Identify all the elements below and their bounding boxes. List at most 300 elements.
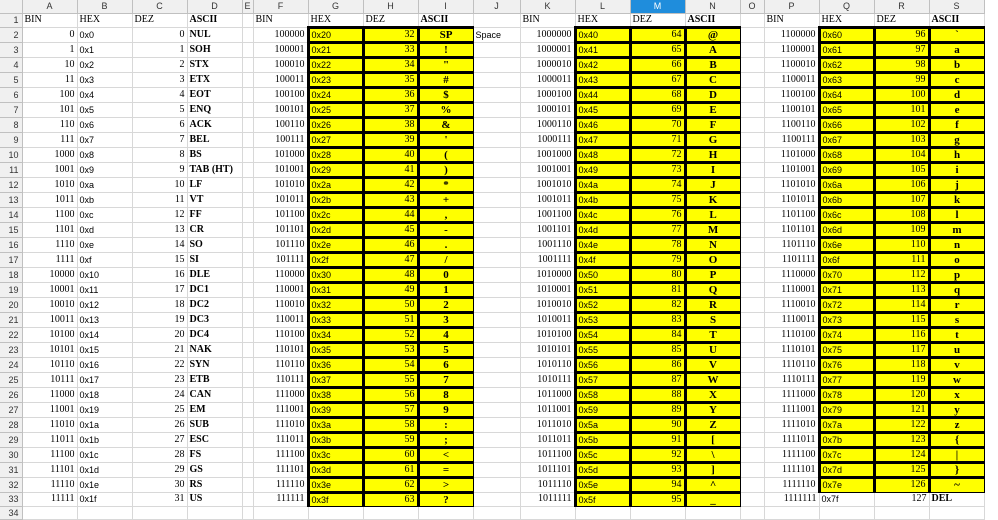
cell-ascii[interactable]: ETB bbox=[187, 372, 242, 387]
cell-ascii[interactable]: r bbox=[929, 297, 984, 312]
cell-bin[interactable]: 101011 bbox=[253, 192, 308, 207]
cell-hex[interactable]: 0x7b bbox=[819, 432, 874, 447]
cell-dez[interactable]: 118 bbox=[874, 357, 929, 372]
cell-ascii[interactable]: 5 bbox=[418, 342, 473, 357]
empty-cell[interactable] bbox=[740, 57, 764, 72]
cell-hex[interactable]: 0x3b bbox=[308, 432, 363, 447]
cell-hex[interactable]: 0x37 bbox=[308, 372, 363, 387]
cell-dez[interactable]: 32 bbox=[363, 27, 418, 42]
cell-hex[interactable]: 0x47 bbox=[575, 132, 630, 147]
cell-bin[interactable]: 1111011 bbox=[764, 432, 819, 447]
row-number[interactable]: 15 bbox=[0, 222, 22, 237]
cell-hex[interactable]: 0x31 bbox=[308, 282, 363, 297]
cell-bin[interactable]: 101001 bbox=[253, 162, 308, 177]
cell-hex[interactable]: 0x13 bbox=[77, 312, 132, 327]
cell-dez[interactable]: 55 bbox=[363, 372, 418, 387]
empty-cell[interactable] bbox=[242, 297, 253, 312]
cell-ascii[interactable]: o bbox=[929, 252, 984, 267]
cell-ascii[interactable]: 7 bbox=[418, 372, 473, 387]
cell-dez[interactable]: 56 bbox=[363, 387, 418, 402]
cell-dez[interactable]: 107 bbox=[874, 192, 929, 207]
cell-bin[interactable]: 1110100 bbox=[764, 327, 819, 342]
cell-bin[interactable]: 1000011 bbox=[520, 72, 575, 87]
cell-bin[interactable]: 1001 bbox=[22, 162, 77, 177]
cell-hex[interactable]: 0x75 bbox=[819, 342, 874, 357]
cell-hex[interactable]: 0x12 bbox=[77, 297, 132, 312]
cell-dez[interactable]: 83 bbox=[630, 312, 685, 327]
cell-bin[interactable]: 1000111 bbox=[520, 132, 575, 147]
cell-dez[interactable]: 8 bbox=[132, 147, 187, 162]
cell-dez[interactable]: 19 bbox=[132, 312, 187, 327]
cell-ascii[interactable]: w bbox=[929, 372, 984, 387]
empty-cell[interactable] bbox=[242, 147, 253, 162]
cell-bin[interactable]: 1001010 bbox=[520, 177, 575, 192]
cell-ascii[interactable]: & bbox=[418, 117, 473, 132]
empty-cell[interactable] bbox=[242, 237, 253, 252]
cell-ascii[interactable]: ) bbox=[418, 162, 473, 177]
cell-hex[interactable]: 0x4e bbox=[575, 237, 630, 252]
cell-hex[interactable]: 0x5c bbox=[575, 447, 630, 462]
cell-dez[interactable]: 13 bbox=[132, 222, 187, 237]
cell-ascii[interactable]: 0 bbox=[418, 267, 473, 282]
cell-hex[interactable]: 0x60 bbox=[819, 27, 874, 42]
cell-dez[interactable]: 27 bbox=[132, 432, 187, 447]
cell-dez[interactable]: 124 bbox=[874, 447, 929, 462]
cell-ascii[interactable]: I bbox=[685, 162, 740, 177]
cell-dez[interactable]: 115 bbox=[874, 312, 929, 327]
column-header-n[interactable]: N bbox=[685, 0, 740, 13]
cell-ascii[interactable]: NUL bbox=[187, 27, 242, 42]
empty-cell[interactable] bbox=[740, 492, 764, 506]
empty-cell[interactable] bbox=[473, 87, 520, 102]
empty-cell[interactable] bbox=[473, 462, 520, 477]
cell-ascii[interactable]: u bbox=[929, 342, 984, 357]
cell-dez[interactable]: 10 bbox=[132, 177, 187, 192]
cell-ascii[interactable]: U bbox=[685, 342, 740, 357]
cell-ascii[interactable]: X bbox=[685, 387, 740, 402]
cell-ascii[interactable]: W bbox=[685, 372, 740, 387]
cell-dez[interactable]: 109 bbox=[874, 222, 929, 237]
cell-dez[interactable]: 75 bbox=[630, 192, 685, 207]
cell-ascii[interactable]: 2 bbox=[418, 297, 473, 312]
row-number[interactable]: 8 bbox=[0, 117, 22, 132]
cell-dez[interactable]: 18 bbox=[132, 297, 187, 312]
empty-cell[interactable] bbox=[242, 312, 253, 327]
cell-dez[interactable]: 80 bbox=[630, 267, 685, 282]
cell-hex[interactable]: 0x3d bbox=[308, 462, 363, 477]
cell-ascii[interactable]: 6 bbox=[418, 357, 473, 372]
column-header-r[interactable]: R bbox=[874, 0, 929, 13]
cell-bin[interactable]: 101000 bbox=[253, 147, 308, 162]
cell-ascii[interactable]: B bbox=[685, 57, 740, 72]
cell-ascii[interactable]: $ bbox=[418, 87, 473, 102]
row-number[interactable]: 4 bbox=[0, 57, 22, 72]
cell-ascii[interactable]: FS bbox=[187, 447, 242, 462]
cell-bin[interactable]: 1100001 bbox=[764, 42, 819, 57]
cell-hex[interactable]: 0xc bbox=[77, 207, 132, 222]
empty-cell[interactable] bbox=[473, 102, 520, 117]
cell-hex[interactable]: 0x49 bbox=[575, 162, 630, 177]
cell-dez[interactable]: 110 bbox=[874, 237, 929, 252]
cell-ascii[interactable]: b bbox=[929, 57, 984, 72]
cell-ascii[interactable]: ` bbox=[929, 27, 984, 42]
cell-dez[interactable]: 34 bbox=[363, 57, 418, 72]
cell-dez[interactable]: 1 bbox=[132, 42, 187, 57]
cell-hex[interactable]: 0x44 bbox=[575, 87, 630, 102]
cell-ascii[interactable]: H bbox=[685, 147, 740, 162]
cell-hex[interactable]: 0x41 bbox=[575, 42, 630, 57]
empty-cell[interactable] bbox=[473, 342, 520, 357]
cell-dez[interactable]: 77 bbox=[630, 222, 685, 237]
cell-bin[interactable]: 1100000 bbox=[764, 27, 819, 42]
cell-bin[interactable]: 111000 bbox=[253, 387, 308, 402]
column-header-b[interactable]: B bbox=[77, 0, 132, 13]
cell-hex[interactable]: 0x1d bbox=[77, 462, 132, 477]
cell-bin[interactable]: 100110 bbox=[253, 117, 308, 132]
cell-bin[interactable]: 100001 bbox=[253, 42, 308, 57]
cell-dez[interactable]: 63 bbox=[363, 492, 418, 506]
cell-dez[interactable]: 91 bbox=[630, 432, 685, 447]
empty-cell[interactable] bbox=[242, 222, 253, 237]
cell-bin[interactable]: 1011010 bbox=[520, 417, 575, 432]
row-number[interactable]: 26 bbox=[0, 387, 22, 402]
cell-dez[interactable]: 49 bbox=[363, 282, 418, 297]
header-ascii[interactable]: ASCII bbox=[685, 13, 740, 27]
cell-ascii[interactable]: ACK bbox=[187, 117, 242, 132]
cell-dez[interactable]: 29 bbox=[132, 462, 187, 477]
cell-ascii[interactable]: SYN bbox=[187, 357, 242, 372]
cell-hex[interactable]: 0x6d bbox=[819, 222, 874, 237]
row-number[interactable]: 3 bbox=[0, 42, 22, 57]
cell-bin[interactable]: 11100 bbox=[22, 447, 77, 462]
row-number[interactable]: 20 bbox=[0, 297, 22, 312]
cell-bin[interactable]: 101111 bbox=[253, 252, 308, 267]
cell-dez[interactable]: 121 bbox=[874, 402, 929, 417]
cell-ascii[interactable]: [ bbox=[685, 432, 740, 447]
cell-bin[interactable]: 1000000 bbox=[520, 27, 575, 42]
cell-dez[interactable]: 50 bbox=[363, 297, 418, 312]
cell-ascii[interactable]: CAN bbox=[187, 387, 242, 402]
cell-hex[interactable]: 0x62 bbox=[819, 57, 874, 72]
empty-cell[interactable] bbox=[740, 462, 764, 477]
cell-dez[interactable]: 11 bbox=[132, 192, 187, 207]
cell-bin[interactable]: 1111001 bbox=[764, 402, 819, 417]
cell-hex[interactable]: 0x78 bbox=[819, 387, 874, 402]
cell-dez[interactable]: 78 bbox=[630, 237, 685, 252]
cell-bin[interactable]: 11101 bbox=[22, 462, 77, 477]
cell-bin[interactable]: 1110 bbox=[22, 237, 77, 252]
empty-cell[interactable] bbox=[242, 402, 253, 417]
cell-bin[interactable]: 1000001 bbox=[520, 42, 575, 57]
cell-hex[interactable]: 0xa bbox=[77, 177, 132, 192]
cell-ascii[interactable]: t bbox=[929, 327, 984, 342]
cell-bin[interactable]: 1010000 bbox=[520, 267, 575, 282]
cell-hex[interactable]: 0x2b bbox=[308, 192, 363, 207]
cell-hex[interactable]: 0x64 bbox=[819, 87, 874, 102]
cell-ascii[interactable]: VT bbox=[187, 192, 242, 207]
cell-hex[interactable]: 0x25 bbox=[308, 102, 363, 117]
cell-hex[interactable]: 0x53 bbox=[575, 312, 630, 327]
cell-hex[interactable]: 0x16 bbox=[77, 357, 132, 372]
cell-hex[interactable]: 0x46 bbox=[575, 117, 630, 132]
select-all-corner[interactable] bbox=[0, 0, 22, 13]
cell-ascii[interactable]: ! bbox=[418, 42, 473, 57]
cell-hex[interactable]: 0x1b bbox=[77, 432, 132, 447]
cell-dez[interactable]: 17 bbox=[132, 282, 187, 297]
cell-dez[interactable]: 57 bbox=[363, 402, 418, 417]
empty-cell[interactable] bbox=[740, 477, 764, 492]
empty-cell[interactable] bbox=[740, 42, 764, 57]
cell-hex[interactable]: 0x9 bbox=[77, 162, 132, 177]
empty-cell[interactable] bbox=[77, 506, 132, 519]
cell-ascii[interactable]: TAB (HT) bbox=[187, 162, 242, 177]
cell-hex[interactable]: 0x3a bbox=[308, 417, 363, 432]
cell-bin[interactable]: 1001011 bbox=[520, 192, 575, 207]
cell-dez[interactable]: 85 bbox=[630, 342, 685, 357]
empty-cell[interactable] bbox=[740, 237, 764, 252]
cell-hex[interactable]: 0x18 bbox=[77, 387, 132, 402]
cell-bin[interactable]: 100 bbox=[22, 87, 77, 102]
empty-cell[interactable] bbox=[929, 506, 984, 519]
cell-dez[interactable]: 28 bbox=[132, 447, 187, 462]
cell-dez[interactable]: 81 bbox=[630, 282, 685, 297]
cell-ascii[interactable]: * bbox=[418, 177, 473, 192]
cell-bin[interactable]: 1010001 bbox=[520, 282, 575, 297]
empty-cell[interactable] bbox=[740, 267, 764, 282]
cell-dez[interactable]: 113 bbox=[874, 282, 929, 297]
cell-bin[interactable]: 10110 bbox=[22, 357, 77, 372]
cell-hex[interactable]: 0x43 bbox=[575, 72, 630, 87]
cell-bin[interactable]: 1101100 bbox=[764, 207, 819, 222]
cell-ascii[interactable]: SP bbox=[418, 27, 473, 42]
cell-dez[interactable]: 93 bbox=[630, 462, 685, 477]
cell-hex[interactable]: 0x6a bbox=[819, 177, 874, 192]
empty-cell[interactable] bbox=[132, 506, 187, 519]
cell-ascii[interactable]: < bbox=[418, 447, 473, 462]
cell-dez[interactable]: 74 bbox=[630, 177, 685, 192]
empty-cell[interactable] bbox=[740, 402, 764, 417]
cell-dez[interactable]: 111 bbox=[874, 252, 929, 267]
cell-ascii[interactable]: y bbox=[929, 402, 984, 417]
row-number[interactable]: 11 bbox=[0, 162, 22, 177]
cell-ascii[interactable]: g bbox=[929, 132, 984, 147]
cell-ascii[interactable]: D bbox=[685, 87, 740, 102]
cell-hex[interactable]: 0x7c bbox=[819, 447, 874, 462]
cell-bin[interactable]: 100111 bbox=[253, 132, 308, 147]
cell-dez[interactable]: 6 bbox=[132, 117, 187, 132]
cell-bin[interactable]: 11011 bbox=[22, 432, 77, 447]
cell-dez[interactable]: 40 bbox=[363, 147, 418, 162]
empty-cell[interactable] bbox=[473, 147, 520, 162]
cell-dez[interactable]: 89 bbox=[630, 402, 685, 417]
cell-hex[interactable]: 0x22 bbox=[308, 57, 363, 72]
cell-ascii[interactable]: s bbox=[929, 312, 984, 327]
empty-cell[interactable] bbox=[685, 506, 740, 519]
cell-ascii[interactable]: m bbox=[929, 222, 984, 237]
empty-cell[interactable] bbox=[740, 447, 764, 462]
cell-dez[interactable]: 98 bbox=[874, 57, 929, 72]
cell-bin[interactable]: 101100 bbox=[253, 207, 308, 222]
empty-cell[interactable] bbox=[473, 237, 520, 252]
cell-bin[interactable]: 1100110 bbox=[764, 117, 819, 132]
cell-bin[interactable]: 1001000 bbox=[520, 147, 575, 162]
empty-cell[interactable] bbox=[473, 162, 520, 177]
cell-hex[interactable]: 0x71 bbox=[819, 282, 874, 297]
empty-cell[interactable] bbox=[473, 312, 520, 327]
cell-dez[interactable]: 2 bbox=[132, 57, 187, 72]
column-header-j[interactable]: J bbox=[473, 0, 520, 13]
cell-hex[interactable]: 0x40 bbox=[575, 27, 630, 42]
cell-ascii[interactable]: DLE bbox=[187, 267, 242, 282]
cell-hex[interactable]: 0x45 bbox=[575, 102, 630, 117]
cell-ascii[interactable]: ~ bbox=[929, 477, 984, 492]
row-number[interactable]: 24 bbox=[0, 357, 22, 372]
cell-bin[interactable]: 1110000 bbox=[764, 267, 819, 282]
cell-dez[interactable]: 72 bbox=[630, 147, 685, 162]
cell-bin[interactable]: 1110101 bbox=[764, 342, 819, 357]
cell-ascii[interactable]: E bbox=[685, 102, 740, 117]
cell-ascii[interactable]: @ bbox=[685, 27, 740, 42]
empty-cell[interactable] bbox=[242, 432, 253, 447]
cell-ascii[interactable]: j bbox=[929, 177, 984, 192]
cell-hex[interactable]: 0x0 bbox=[77, 27, 132, 42]
cell-ascii[interactable]: , bbox=[418, 207, 473, 222]
row-number[interactable]: 2 bbox=[0, 27, 22, 42]
column-header-k[interactable]: K bbox=[520, 0, 575, 13]
cell-dez[interactable]: 123 bbox=[874, 432, 929, 447]
row-number[interactable]: 6 bbox=[0, 87, 22, 102]
cell-bin[interactable]: 1010111 bbox=[520, 372, 575, 387]
empty-cell[interactable] bbox=[242, 102, 253, 117]
empty-cell[interactable] bbox=[740, 252, 764, 267]
cell-ascii[interactable]: SI bbox=[187, 252, 242, 267]
cell-hex[interactable]: 0x15 bbox=[77, 342, 132, 357]
cell-bin[interactable]: 11001 bbox=[22, 402, 77, 417]
cell-bin[interactable]: 1001100 bbox=[520, 207, 575, 222]
cell-hex[interactable]: 0x4c bbox=[575, 207, 630, 222]
cell-hex[interactable]: 0x1c bbox=[77, 447, 132, 462]
cell-hex[interactable]: 0x32 bbox=[308, 297, 363, 312]
cell-hex[interactable]: 0x38 bbox=[308, 387, 363, 402]
column-header-h[interactable]: H bbox=[363, 0, 418, 13]
cell-ascii[interactable]: Z bbox=[685, 417, 740, 432]
cell-hex[interactable]: 0x29 bbox=[308, 162, 363, 177]
cell-bin[interactable]: 111001 bbox=[253, 402, 308, 417]
cell-bin[interactable]: 110101 bbox=[253, 342, 308, 357]
cell-bin[interactable]: 11110 bbox=[22, 477, 77, 492]
empty-cell[interactable] bbox=[473, 207, 520, 222]
cell-bin[interactable]: 110110 bbox=[253, 357, 308, 372]
row-number[interactable]: 32 bbox=[0, 477, 22, 492]
header-ascii[interactable]: ASCII bbox=[418, 13, 473, 27]
empty-cell[interactable] bbox=[740, 372, 764, 387]
cell-hex[interactable]: 0x69 bbox=[819, 162, 874, 177]
cell-bin[interactable]: 1011100 bbox=[520, 447, 575, 462]
cell-bin[interactable]: 110111 bbox=[253, 372, 308, 387]
cell-dez[interactable]: 120 bbox=[874, 387, 929, 402]
cell-ascii[interactable]: h bbox=[929, 147, 984, 162]
cell-ascii[interactable]: } bbox=[929, 462, 984, 477]
cell-dez[interactable]: 52 bbox=[363, 327, 418, 342]
empty-cell[interactable] bbox=[740, 147, 764, 162]
cell-hex[interactable]: 0x54 bbox=[575, 327, 630, 342]
cell-dez[interactable]: 97 bbox=[874, 42, 929, 57]
cell-bin[interactable]: 1011001 bbox=[520, 402, 575, 417]
row-number[interactable]: 25 bbox=[0, 372, 22, 387]
empty-cell[interactable] bbox=[242, 357, 253, 372]
cell-dez[interactable]: 41 bbox=[363, 162, 418, 177]
cell-dez[interactable]: 100 bbox=[874, 87, 929, 102]
cell-hex[interactable]: 0x4 bbox=[77, 87, 132, 102]
empty-cell[interactable] bbox=[418, 506, 473, 519]
cell-bin[interactable]: 10001 bbox=[22, 282, 77, 297]
cell-dez[interactable]: 66 bbox=[630, 57, 685, 72]
empty-cell[interactable] bbox=[363, 506, 418, 519]
cell-hex[interactable]: 0x6b bbox=[819, 192, 874, 207]
cell-ascii[interactable]: ? bbox=[418, 492, 473, 506]
cell-bin[interactable]: 1011110 bbox=[520, 477, 575, 492]
cell-hex[interactable]: 0x61 bbox=[819, 42, 874, 57]
cell-dez[interactable]: 31 bbox=[132, 492, 187, 506]
cell-dez[interactable]: 70 bbox=[630, 117, 685, 132]
cell-ascii[interactable]: { bbox=[929, 432, 984, 447]
cell-dez[interactable]: 54 bbox=[363, 357, 418, 372]
cell-ascii[interactable]: 1 bbox=[418, 282, 473, 297]
row-number[interactable]: 29 bbox=[0, 432, 22, 447]
cell-hex[interactable]: 0x5a bbox=[575, 417, 630, 432]
cell-ascii[interactable]: L bbox=[685, 207, 740, 222]
cell-ascii[interactable]: 8 bbox=[418, 387, 473, 402]
header-hex[interactable]: HEX bbox=[308, 13, 363, 27]
cell-hex[interactable]: 0xe bbox=[77, 237, 132, 252]
cell-bin[interactable]: 1100011 bbox=[764, 72, 819, 87]
column-header-i[interactable]: I bbox=[418, 0, 473, 13]
empty-cell[interactable] bbox=[242, 57, 253, 72]
cell-hex[interactable]: 0x3f bbox=[308, 492, 363, 506]
cell-hex[interactable]: 0x3 bbox=[77, 72, 132, 87]
empty-cell[interactable] bbox=[740, 192, 764, 207]
empty-cell[interactable] bbox=[740, 87, 764, 102]
empty-cell[interactable] bbox=[242, 327, 253, 342]
row-number[interactable]: 9 bbox=[0, 132, 22, 147]
empty-cell[interactable] bbox=[473, 252, 520, 267]
cell-dez[interactable]: 82 bbox=[630, 297, 685, 312]
cell-bin[interactable]: 1111111 bbox=[764, 492, 819, 506]
cell-ascii[interactable]: S bbox=[685, 312, 740, 327]
cell-ascii[interactable]: f bbox=[929, 117, 984, 132]
cell-bin[interactable]: 1100111 bbox=[764, 132, 819, 147]
cell-ascii[interactable]: 3 bbox=[418, 312, 473, 327]
cell-bin[interactable]: 1000100 bbox=[520, 87, 575, 102]
column-header-l[interactable]: L bbox=[575, 0, 630, 13]
cell-dez[interactable]: 42 bbox=[363, 177, 418, 192]
cell-dez[interactable]: 87 bbox=[630, 372, 685, 387]
cell-hex[interactable]: 0x7f bbox=[819, 492, 874, 506]
cell-hex[interactable]: 0x55 bbox=[575, 342, 630, 357]
cell-dez[interactable]: 126 bbox=[874, 477, 929, 492]
space-note[interactable]: Space bbox=[473, 27, 520, 42]
cell-dez[interactable]: 7 bbox=[132, 132, 187, 147]
cell-dez[interactable]: 59 bbox=[363, 432, 418, 447]
column-header-m[interactable]: M bbox=[630, 0, 685, 13]
cell-hex[interactable]: 0x28 bbox=[308, 147, 363, 162]
cell-dez[interactable]: 127 bbox=[874, 492, 929, 506]
cell-bin[interactable]: 101101 bbox=[253, 222, 308, 237]
empty-cell[interactable] bbox=[242, 282, 253, 297]
cell-ascii[interactable]: | bbox=[929, 447, 984, 462]
cell-hex[interactable]: 0x65 bbox=[819, 102, 874, 117]
cell-hex[interactable]: 0x39 bbox=[308, 402, 363, 417]
